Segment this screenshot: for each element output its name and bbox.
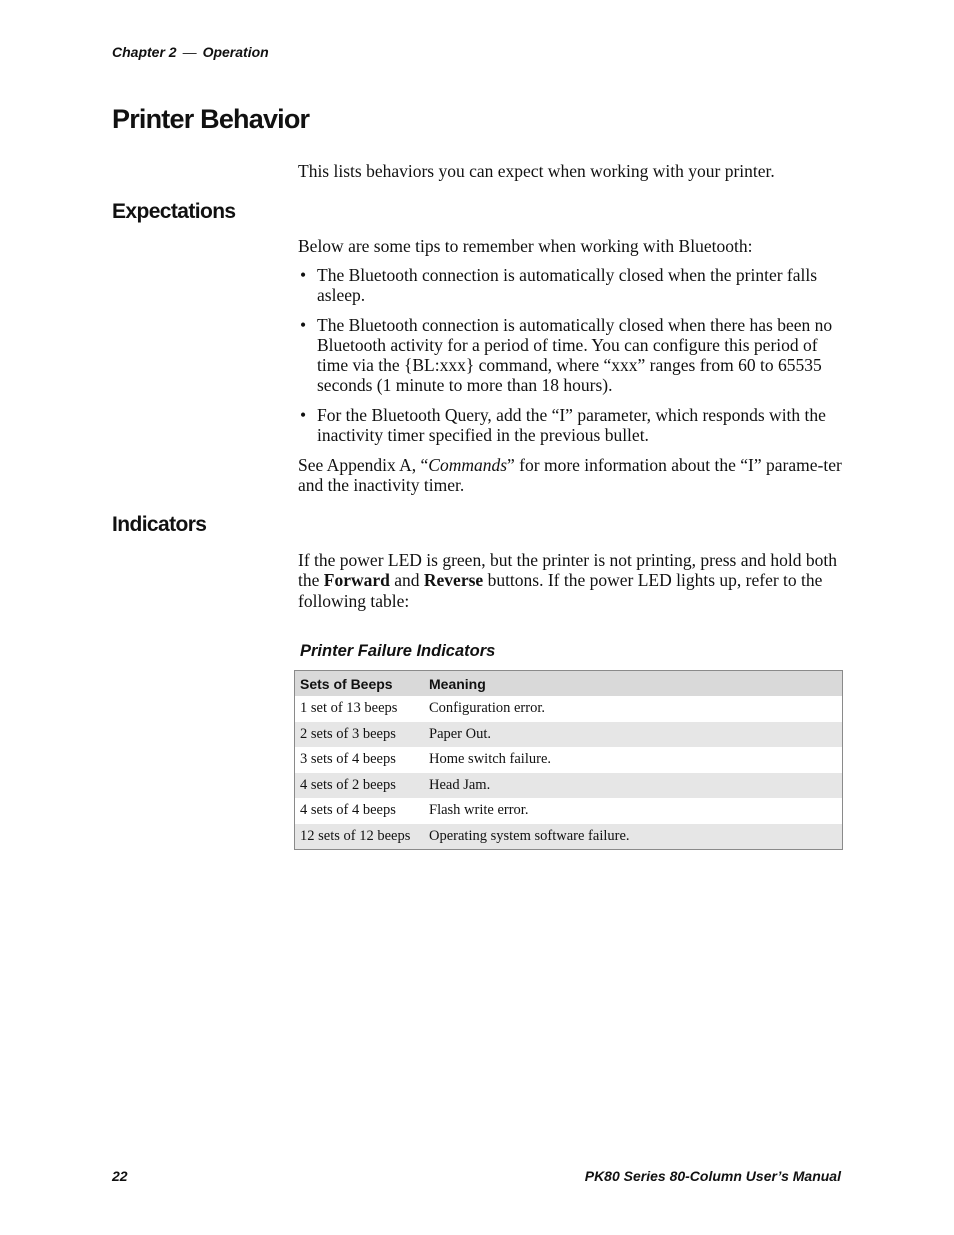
meaning-cell: Home switch failure.: [429, 751, 552, 768]
indicators-paragraph: [298, 550, 846, 611]
header-dash: —: [182, 44, 197, 60]
reverse-button-label: Reverse: [423, 570, 484, 591]
indicators-text-1: If the power LED is green, but the printer is not printing, press and hold both the: [298, 550, 837, 591]
indicators-text-2: buttons. If the power LED lights up, refer to the following table:: [298, 570, 823, 611]
table-row: [295, 747, 843, 773]
beeps-cell: 12 sets of 12 beeps: [295, 824, 425, 850]
bullet-text: The Bluetooth connection is automatically closed when the printer falls asleep.: [317, 265, 818, 306]
page-title: Printer Behavior: [112, 104, 310, 134]
bullet-marker: •: [300, 404, 307, 425]
intro-paragraph: This lists behaviors you can expect when working with your printer.: [298, 161, 775, 181]
meaning-cell: Head Jam.: [424, 773, 843, 799]
expectations-lead: Below are some tips to remember when working with Bluetooth:: [298, 236, 753, 256]
chapter-label: Chapter 2: [112, 44, 177, 60]
indicators-heading: Indicators: [112, 513, 207, 536]
beeps-cell: 2 sets of 3 beeps: [295, 722, 425, 748]
forward-button-label: Forward: [323, 570, 390, 591]
bullet-marker: •: [300, 265, 307, 285]
beeps-cell: 4 sets of 2 beeps: [295, 773, 425, 799]
list-item: [298, 265, 846, 306]
bullet-text: The Bluetooth connection is automatically closed when there has been no Bluetooth activity for a period of time. You can configure this period of time via the {BL:xxx} command, where “xxx” ranges from 60 to 65535 seconds (1 minute to more than 18 hours).: [317, 314, 833, 396]
table-header-row: [295, 671, 843, 697]
indicators-text-and: and: [389, 570, 424, 591]
see-also-suffix: ” for more information about the “I” parame-ter and the inactivity timer.: [298, 455, 842, 496]
table-title: Printer Failure Indicators: [300, 642, 496, 660]
bullet-list-container: [298, 265, 846, 454]
beeps-cell: 1 set of 13 beeps: [300, 700, 398, 717]
table-row: [295, 722, 843, 748]
beeps-cell: 3 sets of 4 beeps: [300, 751, 396, 768]
page-number: 22: [112, 1168, 128, 1184]
bullet-text: For the Bluetooth Query, add the “I” parameter, which responds with the inactivity timer specified in the previous bullet.: [317, 404, 826, 446]
see-also-paragraph: [298, 455, 846, 496]
meaning-cell: Paper Out.: [424, 722, 843, 748]
commands-reference: Commands: [428, 455, 508, 475]
table-row: [295, 696, 843, 722]
manual-title: PK80 Series 80-Column User’s Manual: [584, 1168, 841, 1184]
see-also-prefix: See Appendix A, “: [298, 455, 429, 475]
running-header: [112, 44, 269, 60]
expectations-heading: Expectations: [112, 200, 236, 223]
bullet-list: [298, 265, 846, 445]
section-label: Operation: [202, 44, 269, 60]
column-header-meaning: Meaning: [424, 671, 843, 697]
failure-indicators-table: [294, 670, 843, 850]
meaning-cell: Operating system software failure.: [424, 824, 843, 850]
list-item: [298, 405, 846, 446]
table-row: [295, 798, 843, 824]
table-row: [295, 824, 843, 850]
beeps-cell: 4 sets of 4 beeps: [300, 802, 396, 819]
meaning-cell: Configuration error.: [429, 700, 545, 717]
list-item: [298, 315, 846, 396]
table-row: [295, 773, 843, 799]
column-header-beeps: Sets of Beeps: [295, 671, 425, 697]
bullet-marker: •: [300, 314, 307, 335]
meaning-cell: Flash write error.: [429, 802, 529, 819]
